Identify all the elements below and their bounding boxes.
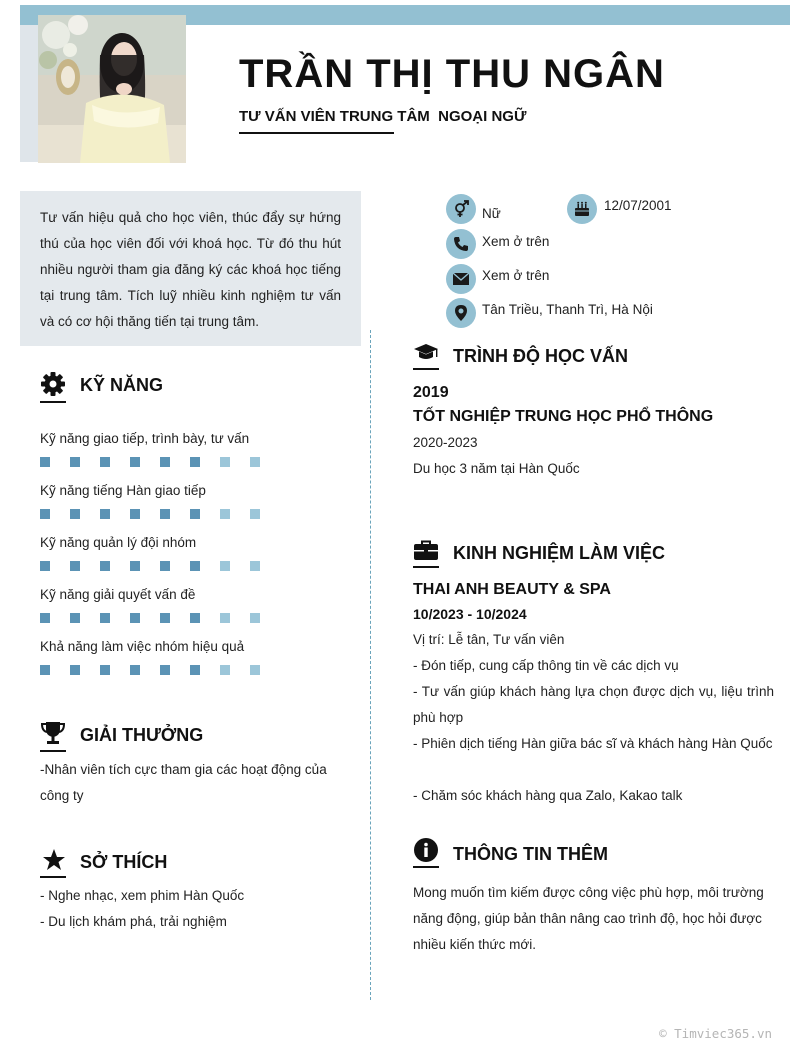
graduation-cap-icon [413, 340, 439, 366]
additional-text: Mong muốn tìm kiếm được công việc phù hợp, môi trường năng động, giúp bản thân nâng cao trình độ, học hỏi được nhiều kiến thức mới. [413, 885, 764, 952]
skill-level-square [250, 509, 260, 519]
column-divider [370, 330, 371, 1000]
education-period: 2020-2023 [413, 435, 478, 450]
phone-value: Xem ở trên [482, 234, 550, 249]
skill-level-square [40, 613, 50, 623]
skill-rating [40, 457, 280, 467]
education-degree: TỐT NGHIỆP TRUNG HỌC PHỔ THÔNG [413, 408, 714, 425]
skill-level-square [190, 561, 200, 571]
skill-level-square [70, 509, 80, 519]
skill-level-square [220, 561, 230, 571]
education-underline [413, 368, 439, 370]
skill-level-square [130, 457, 140, 467]
skill-level-square [190, 613, 200, 623]
hobby-item: - Du lịch khám phá, trải nghiệm [40, 914, 227, 929]
hobby-item: - Nghe nhạc, xem phim Hàn Quốc [40, 888, 245, 903]
skill-level-square [250, 665, 260, 675]
skill-level-square [160, 457, 170, 467]
awards-underline [40, 750, 66, 752]
skill-level-square [250, 457, 260, 467]
additional-underline [413, 866, 439, 868]
experience-duty: - Đón tiếp, cung cấp thông tin về các dịch vụ [413, 658, 679, 673]
job-title-underline [239, 132, 394, 134]
experience-duty: - Chăm sóc khách hàng qua Zalo, Kakao talk [413, 788, 683, 803]
briefcase-icon [413, 538, 439, 564]
skill-level-square [190, 457, 200, 467]
skill-name: Kỹ năng giao tiếp, trình bày, tư vấn [40, 431, 250, 446]
email-value: Xem ở trên [482, 268, 550, 283]
skill-name: Khả năng làm việc nhóm hiệu quả [40, 639, 245, 654]
skill-level-square [70, 457, 80, 467]
skill-name: Kỹ năng tiếng Hàn giao tiếp [40, 483, 206, 498]
skill-level-square [100, 561, 110, 571]
skill-level-square [70, 561, 80, 571]
skill-level-square [220, 457, 230, 467]
email-icon [446, 264, 476, 294]
awards-title: GIẢI THƯỞNG [80, 725, 204, 745]
experience-underline [413, 566, 439, 568]
hobbies-title: SỞ THÍCH [80, 852, 168, 872]
photo-side-panel [20, 25, 38, 162]
location-icon [446, 298, 476, 328]
skill-level-square [160, 665, 170, 675]
skill-level-square [100, 665, 110, 675]
skill-level-square [160, 509, 170, 519]
skill-rating [40, 561, 280, 571]
address-value: Tân Triều, Thanh Trì, Hà Nội [482, 302, 653, 317]
skill-level-square [100, 613, 110, 623]
skill-level-square [130, 613, 140, 623]
skill-level-square [220, 665, 230, 675]
skill-level-square [130, 561, 140, 571]
experience-position: Vị trí: Lễ tân, Tư vấn viên [413, 632, 565, 647]
skill-level-square [220, 509, 230, 519]
experience-title: KINH NGHIỆM LÀM VIỆC [453, 543, 666, 563]
skill-level-square [100, 457, 110, 467]
footer-watermark: © Timviec365.vn [659, 1026, 772, 1041]
job-title: TƯ VẤN VIÊN TRUNG TÂM NGOẠI NGỮ [239, 108, 527, 125]
skill-level-square [40, 457, 50, 467]
education-year: 2019 [413, 384, 449, 401]
star-icon [42, 848, 68, 874]
skill-level-square [250, 561, 260, 571]
skill-level-square [70, 665, 80, 675]
skill-level-square [190, 665, 200, 675]
info-icon [413, 837, 439, 863]
skill-name: Kỹ năng quản lý đội nhóm [40, 535, 197, 550]
skill-level-square [220, 613, 230, 623]
experience-duty: - Tư vấn giúp khách hàng lựa chọn được dịch vụ, liệu trình phù hợp [413, 684, 774, 725]
candidate-name: TRẦN THỊ THU NGÂN [239, 52, 665, 96]
skill-level-square [40, 665, 50, 675]
skill-level-square [130, 509, 140, 519]
skill-level-square [160, 561, 170, 571]
skill-level-square [190, 509, 200, 519]
skill-rating [40, 613, 280, 623]
experience-duty: - Phiên dịch tiếng Hàn giữa bác sĩ và khách hàng Hàn Quốc [413, 736, 773, 751]
skill-level-square [70, 613, 80, 623]
skill-level-square [160, 613, 170, 623]
skill-level-square [100, 509, 110, 519]
awards-text: -Nhân viên tích cực tham gia các hoạt động của công ty [40, 762, 327, 803]
skill-name: Kỹ năng giải quyết vấn đề [40, 587, 196, 602]
birthday-value: 12/07/2001 [604, 198, 672, 213]
experience-company: THAI ANH BEAUTY & SPA [413, 581, 611, 598]
skill-level-square [250, 613, 260, 623]
education-detail: Du học 3 năm tại Hàn Quốc [413, 461, 580, 476]
skill-level-square [130, 665, 140, 675]
skill-level-square [40, 509, 50, 519]
gender-icon [446, 194, 476, 224]
additional-title: THÔNG TIN THÊM [453, 844, 608, 864]
skills-underline [40, 401, 66, 403]
trophy-icon [40, 720, 66, 746]
career-summary: Tư vấn hiệu quả cho học viên, thúc đẩy sự hứng thú của học viên đối với khoá học. Từ đó thu hút nhiều người tham gia đăng ký các khoá học tiếng tại trung tâm. Tích luỹ nhiều kinh nghiệm tư vấn và có cơ hội thăng tiến tại trung tâm. [20, 191, 361, 346]
skill-level-square [40, 561, 50, 571]
skills-title: KỸ NĂNG [80, 375, 164, 395]
experience-period: 10/2023 - 10/2024 [413, 606, 527, 622]
gender-value: Nữ [482, 206, 501, 221]
skill-rating [40, 665, 280, 675]
education-title: TRÌNH ĐỘ HỌC VẤN [453, 346, 628, 366]
gear-icon [40, 371, 66, 397]
skill-rating [40, 509, 280, 519]
phone-icon [446, 229, 476, 259]
hobbies-underline [40, 876, 66, 878]
profile-photo [38, 15, 186, 163]
birthday-cake-icon [567, 194, 597, 224]
